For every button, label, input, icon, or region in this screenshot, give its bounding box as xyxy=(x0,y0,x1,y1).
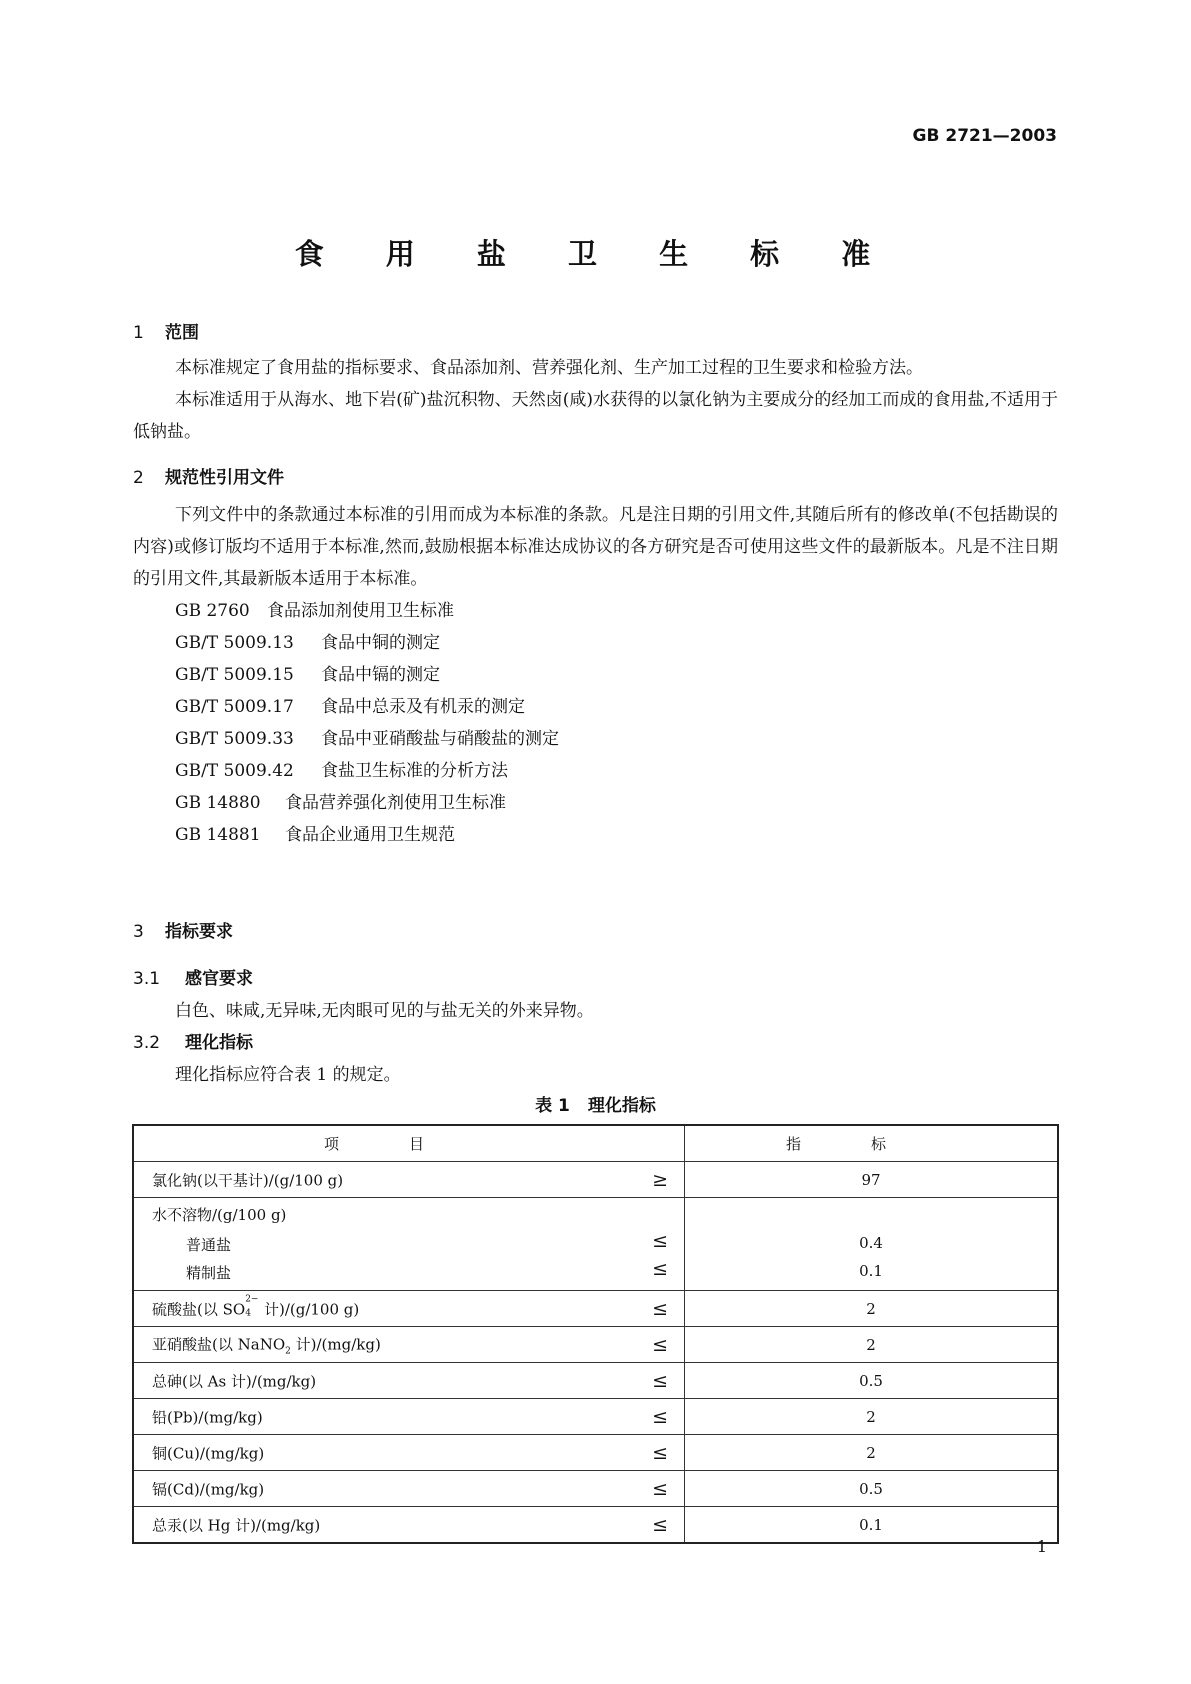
document-title: 食 用 盐 卫 生 标 准 xyxy=(294,237,897,271)
reference-item xyxy=(175,692,525,717)
item-cell xyxy=(133,1471,685,1507)
reference-code: GB/T 5009.17 xyxy=(175,697,294,717)
comparison-symbol: ≤ xyxy=(652,1441,668,1464)
value: 0.4 xyxy=(859,1234,883,1252)
section-number: 3.2 xyxy=(133,1033,161,1053)
section-1-heading xyxy=(133,318,199,343)
section-3-2-heading xyxy=(133,1028,253,1053)
section-number: 3 xyxy=(133,922,144,942)
item-cell xyxy=(133,1435,685,1471)
item-subname: 精制盐 xyxy=(186,1264,232,1282)
section-2-heading xyxy=(133,463,284,488)
item-cell xyxy=(133,1399,685,1435)
value: 0.1 xyxy=(859,1262,883,1280)
reference-item xyxy=(175,628,440,653)
reference-title: 食品企业通用卫生规范 xyxy=(285,825,455,845)
value-cell: 0.1 xyxy=(685,1507,1059,1544)
table-title: 理化指标 xyxy=(587,1096,656,1116)
column-header-value: 指标 xyxy=(685,1125,1059,1162)
reference-title: 食品中总汞及有机汞的测定 xyxy=(321,697,525,717)
comparison-symbol: ≤ xyxy=(652,1230,668,1252)
reference-item xyxy=(175,660,440,685)
table-caption xyxy=(0,1091,1191,1116)
reference-code: GB/T 5009.33 xyxy=(175,729,294,749)
comparison-symbol: ≥ xyxy=(652,1168,668,1191)
item-name: 总砷(以 As 计)/(mg/kg) xyxy=(152,1372,317,1390)
table-row xyxy=(133,1435,1058,1471)
item-name: 铅(Pb)/(mg/kg) xyxy=(152,1408,263,1426)
comparison-symbol: ≤ xyxy=(652,1513,668,1536)
value-cell: 2 xyxy=(685,1291,1059,1327)
reference-title: 食品中镉的测定 xyxy=(321,665,440,685)
comparison-symbol: ≤ xyxy=(652,1405,668,1428)
section-title: 规范性引用文件 xyxy=(165,468,284,488)
section-3-1-text: 白色、味咸,无异味,无肉眼可见的与盐无关的外来异物。 xyxy=(175,1001,594,1021)
comparison-symbol: ≤ xyxy=(652,1333,668,1356)
reference-title: 食品营养强化剂使用卫生标准 xyxy=(285,793,506,813)
reference-code: GB 2760 xyxy=(175,601,250,621)
reference-code: GB 14880 xyxy=(175,793,261,813)
item-name: 氯化钠(以干基计)/(g/100 g) xyxy=(152,1171,344,1189)
comparison-symbol: ≤ xyxy=(652,1477,668,1500)
item-cell xyxy=(133,1507,685,1544)
reference-code: GB 14881 xyxy=(175,825,261,845)
table-number: 表 1 xyxy=(535,1096,570,1116)
item-subname: 普通盐 xyxy=(186,1236,232,1254)
item-name: 水不溶物/(g/100 g) xyxy=(152,1206,287,1224)
item-cell xyxy=(133,1198,685,1291)
item-cell xyxy=(133,1162,685,1198)
table-row xyxy=(133,1471,1058,1507)
section-3-1-heading xyxy=(133,964,253,989)
value-cell: 0.5 xyxy=(685,1363,1059,1399)
value-cell: 2 xyxy=(685,1399,1059,1435)
table-row xyxy=(133,1162,1058,1198)
item-name: 亚硝酸盐(以 NaNO$_2$ 计)/(mg/kg) xyxy=(152,1335,381,1356)
reference-item xyxy=(175,724,559,749)
section-title: 感官要求 xyxy=(185,969,253,989)
reference-code: GB/T 5009.13 xyxy=(175,633,294,653)
section-title: 范围 xyxy=(165,323,199,343)
physicochemical-table xyxy=(132,1124,1059,1544)
comparison-symbol: ≤ xyxy=(652,1369,668,1392)
comparison-symbol: ≤ xyxy=(652,1297,668,1320)
item-name: 镉(Cd)/(mg/kg) xyxy=(152,1480,265,1498)
reference-item xyxy=(175,596,454,621)
section-3-2-text: 理化指标应符合表 1 的规定。 xyxy=(175,1065,401,1085)
item-cell xyxy=(133,1291,685,1327)
reference-code: GB/T 5009.15 xyxy=(175,665,294,685)
item-name: 铜(Cu)/(mg/kg) xyxy=(152,1444,265,1462)
section-1-paragraph-1: 本标准规定了食用盐的指标要求、食品添加剂、营养强化剂、生产加工过程的卫生要求和检验方法。 xyxy=(175,358,923,378)
section-number: 3.1 xyxy=(133,969,161,989)
value-cell xyxy=(685,1198,1059,1291)
standard-code: GB 2721—2003 xyxy=(912,126,1057,146)
reference-title: 食品中铜的测定 xyxy=(321,633,440,653)
reference-title: 食品中亚硝酸盐与硝酸盐的测定 xyxy=(321,729,559,749)
page-number: 1 xyxy=(1036,1537,1047,1556)
item-cell xyxy=(133,1363,685,1399)
reference-item xyxy=(175,756,508,781)
section-3-heading xyxy=(133,917,233,942)
table-header-row xyxy=(133,1125,1058,1162)
comparison-symbol: ≤ xyxy=(652,1258,668,1280)
item-cell xyxy=(133,1327,685,1363)
table-row xyxy=(133,1399,1058,1435)
table-row xyxy=(133,1327,1058,1363)
section-2-paragraph: 下列文件中的条款通过本标准的引用而成为本标准的条款。凡是注日期的引用文件,其随后所有的修改单(不包括勘误的内容)或修订版均不适用于本标准,然而,鼓励根据本标准达成协议的各方研究是否可使用这些文件的最新版本。凡是不注日期的引用文件,其最新版本适用于本标准。 xyxy=(133,505,1058,589)
value-cell: 0.5 xyxy=(685,1471,1059,1507)
section-number: 2 xyxy=(133,468,144,488)
section-title: 指标要求 xyxy=(165,922,233,942)
table-row xyxy=(133,1507,1058,1544)
reference-item xyxy=(175,788,506,813)
item-name: 总汞(以 Hg 计)/(mg/kg) xyxy=(152,1516,321,1534)
reference-code: GB/T 5009.42 xyxy=(175,761,294,781)
column-header-item: 项目 xyxy=(133,1125,685,1162)
reference-item xyxy=(175,820,455,845)
table-row xyxy=(133,1291,1058,1327)
reference-title: 食品添加剂使用卫生标准 xyxy=(267,601,454,621)
value-cell: 2 xyxy=(685,1435,1059,1471)
table-row xyxy=(133,1363,1058,1399)
value-cell: 97 xyxy=(685,1162,1059,1198)
section-number: 1 xyxy=(133,323,144,343)
reference-title: 食盐卫生标准的分析方法 xyxy=(321,761,508,781)
item-name: 硫酸盐(以 SO 2− 4 计)/(g/100 g) xyxy=(152,1294,360,1318)
table-row xyxy=(133,1198,1058,1291)
section-title: 理化指标 xyxy=(185,1033,253,1053)
value-cell: 2 xyxy=(685,1327,1059,1363)
section-1-paragraph-2: 本标准适用于从海水、地下岩(矿)盐沉积物、天然卤(咸)水获得的以氯化钠为主要成分的经加工而成的食用盐,不适用于低钠盐。 xyxy=(133,390,1058,442)
